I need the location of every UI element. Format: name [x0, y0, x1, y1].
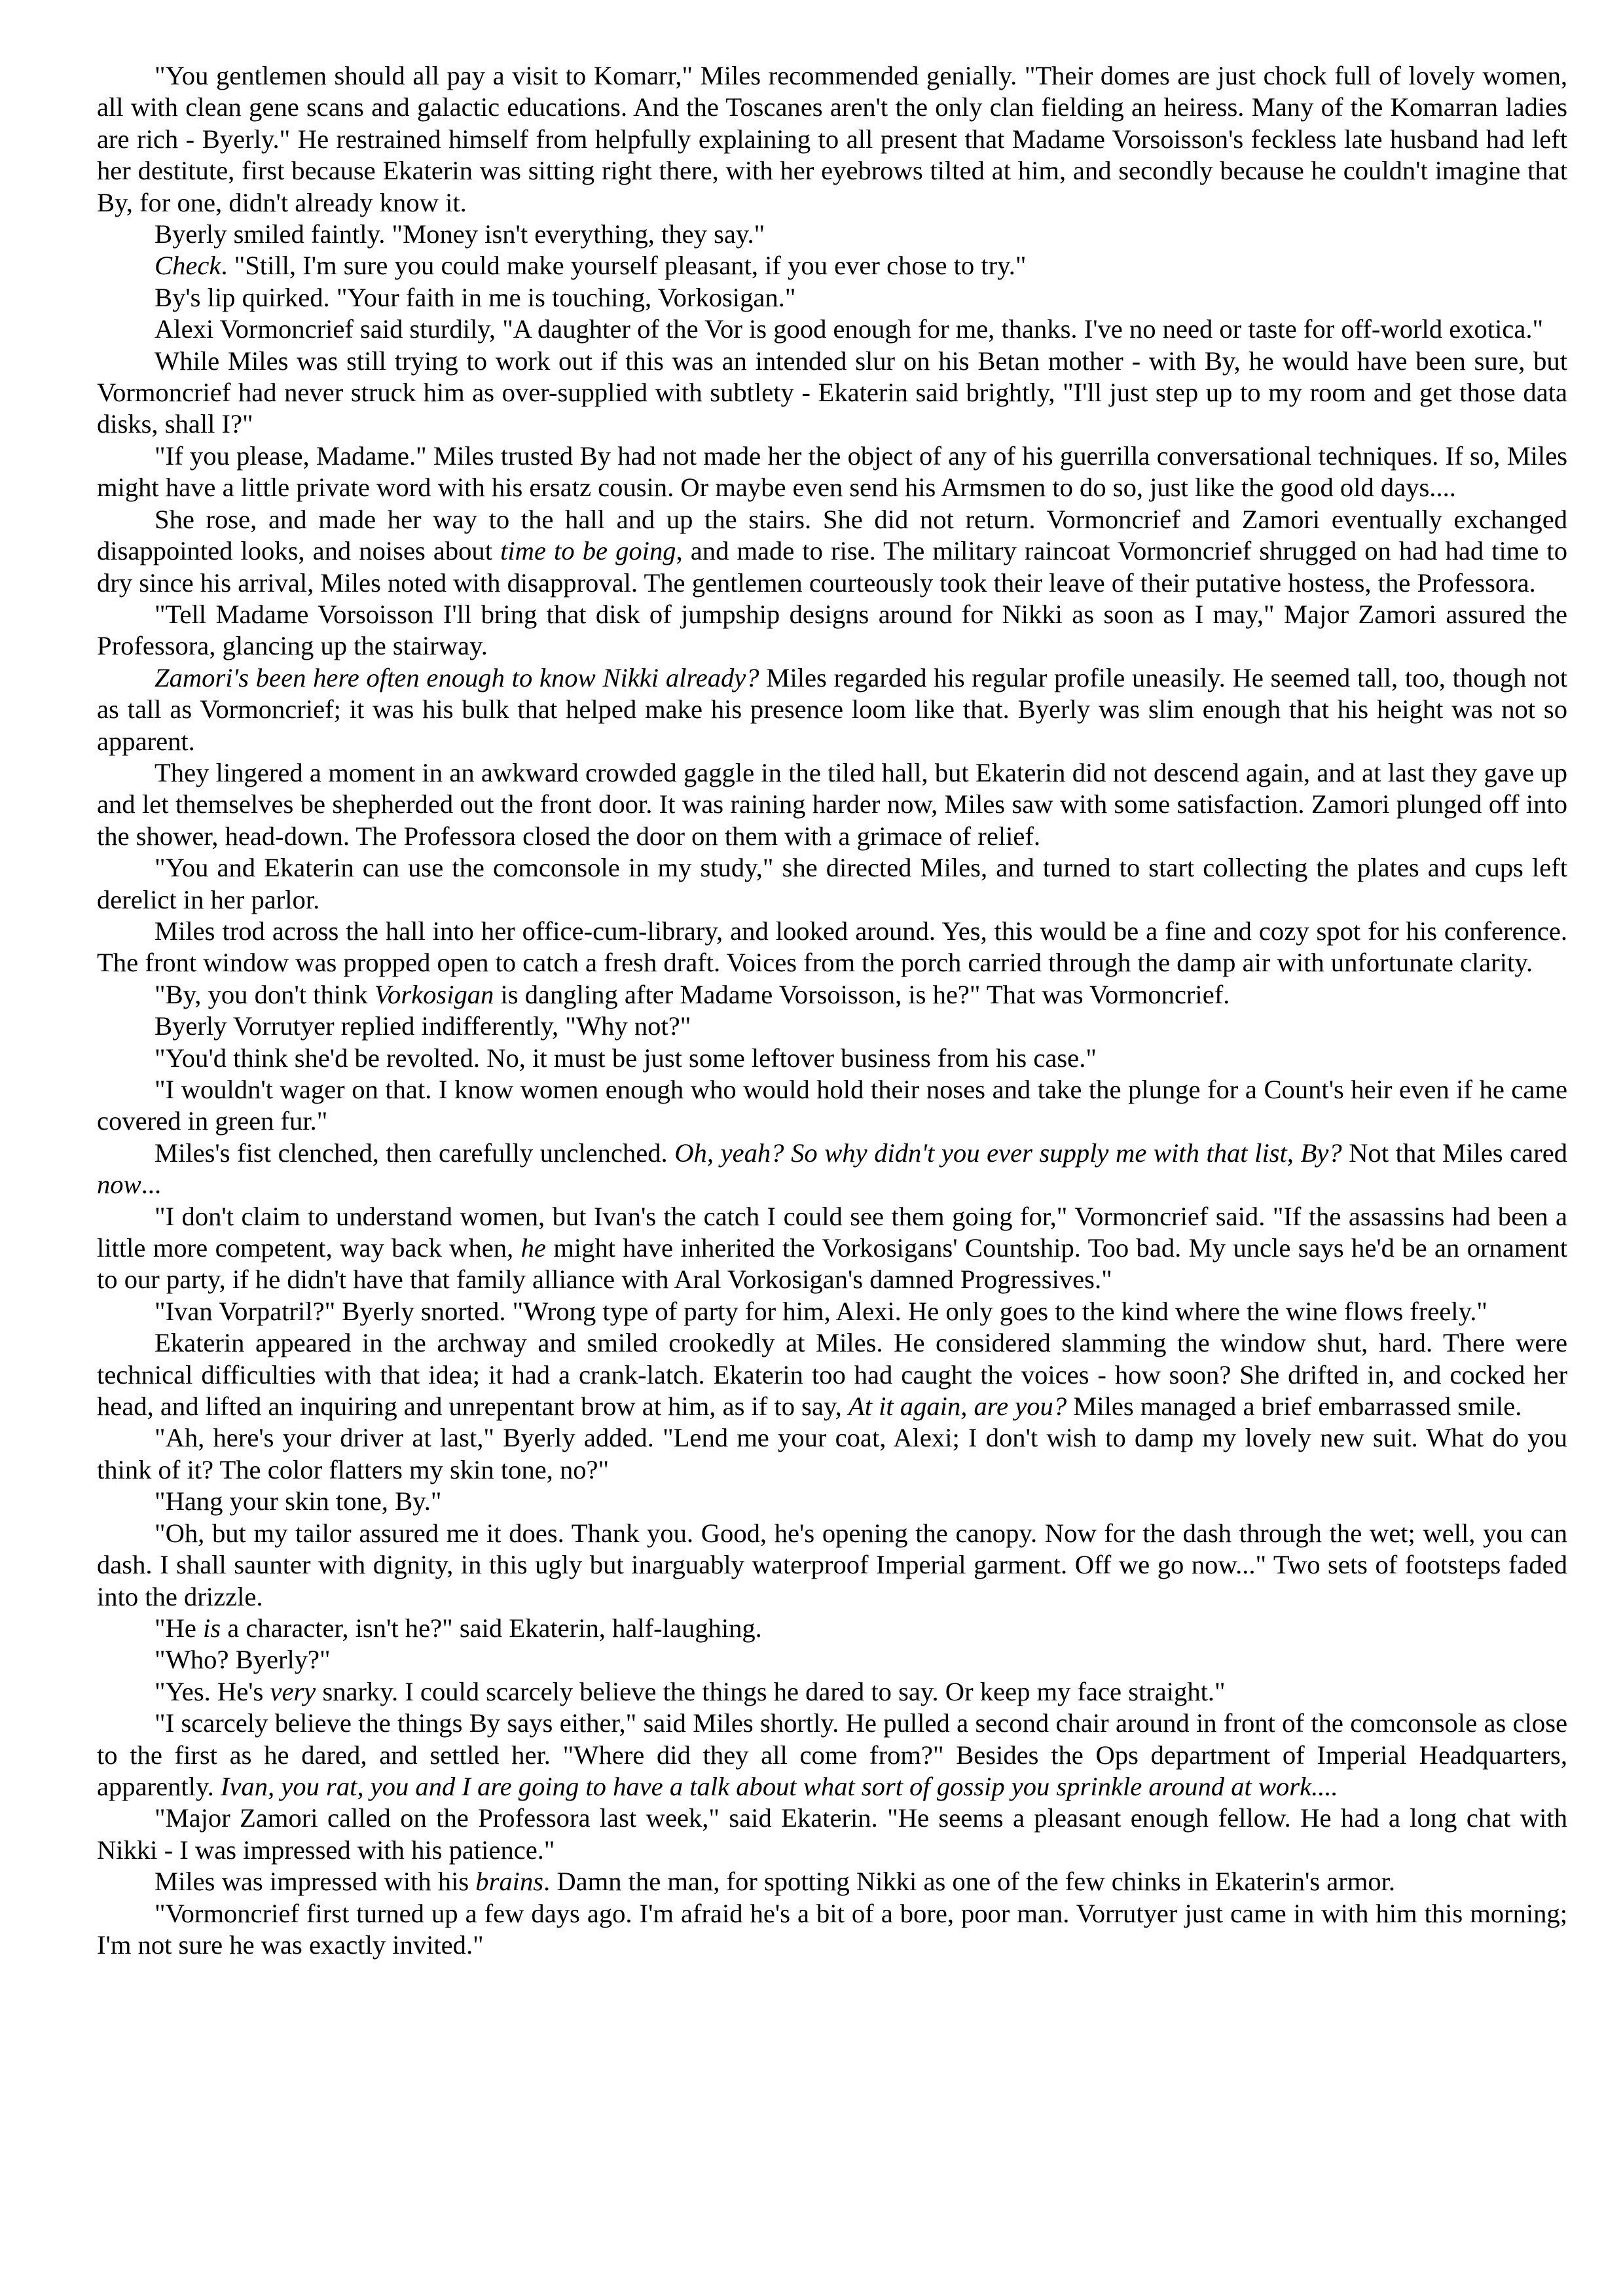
paragraph — [97, 1296, 1567, 1327]
text-run: They lingered a moment in an awkward crowded gaggle in the tiled hall, but Ekaterin did not descend again, and at last they gave up and let themselves be shepherded out the front door. It was raining harder now, Miles saw with some satisfaction. Zamori plunged off into the shower, head-down. The Professora closed the door on them with a grimace of relief. — [97, 757, 1567, 851]
italic-text: brains — [475, 1867, 544, 1897]
paragraph — [97, 757, 1567, 852]
text-run: "By, you don't think — [155, 979, 374, 1009]
text-run: "Who? Byerly?" — [155, 1645, 331, 1675]
paragraph — [97, 1011, 1567, 1042]
paragraph — [97, 60, 1567, 219]
paragraph — [97, 599, 1567, 662]
text-run: Byerly Vorrutyer replied indifferently, "Why not?" — [155, 1011, 691, 1041]
paragraph — [97, 1422, 1567, 1486]
text-run: Miles was impressed with his — [155, 1867, 476, 1897]
paragraph — [97, 1201, 1567, 1296]
text-run: "Major Zamori called on the Professora last week," said Ekaterin. "He seems a pleasant enough fellow. He had a long chat with Nikki - I was impressed with his patience." — [97, 1803, 1567, 1865]
paragraph — [97, 440, 1567, 504]
italic-text: Oh, yeah? So why didn't you ever supply me with that list, By? — [674, 1138, 1342, 1168]
paragraph — [97, 1866, 1567, 1897]
text-run: Miles's fist clenched, then carefully unclenched. — [155, 1138, 675, 1168]
text-run: Alexi Vormoncrief said sturdily, "A daughter of the Vor is good enough for me, thanks. I've no need or taste for off-world exotica." — [155, 314, 1544, 344]
italic-text: now — [97, 1170, 141, 1200]
paragraph — [97, 504, 1567, 599]
text-run: While Miles was still trying to work out if this was an intended slur on his Betan mother - with By, he would have been sure, but Vormoncrief had never struck him as over-supplied with subtlety - Ekaterin said brightly, "I'll just step up to my room and get those data disks, shall I?" — [97, 346, 1567, 439]
paragraph — [97, 1613, 1567, 1644]
paragraph — [97, 1518, 1567, 1613]
text-run: snarky. I could scarcely believe the things he dared to say. Or keep my face straight." — [316, 1676, 1226, 1706]
paragraph — [97, 1327, 1567, 1422]
text-run: Miles trod across the hall into her office-cum-library, and looked around. Yes, this would be a fine and cozy spot for his conference. The front window was propped open to catch a fresh draft. Voices from the porch carried through the damp air with unfortunate clarity. — [97, 916, 1567, 978]
paragraph — [97, 1708, 1567, 1803]
paragraph — [97, 314, 1567, 345]
text-run: "Ah, here's your driver at last," Byerly added. "Lend me your coat, Alexi; I don't wish to damp my lovely new suit. What do you think of it? The color flatters my skin tone, no?" — [97, 1423, 1567, 1484]
text-run: "You gentlemen should all pay a visit to Komarr," Miles recommended genially. "Their domes are just chock full of lovely women, all with clean gene scans and galactic educations. And the Toscanes aren't the only clan fielding an heiress. Many of the Komarran ladies are rich - Byerly." He restrained himself from helpfully explaining to all present that Madame Vorsoisson's feckless late husband had left her destitute, first because Ekaterin was sitting right there, with her eyebrows tilted at him, and secondly because he couldn't imagine that By, for one, didn't already know it. — [97, 61, 1567, 217]
book-page-text — [97, 60, 1567, 1961]
text-run: is dangling after Madame Vorsoisson, is he?" That was Vormoncrief. — [494, 979, 1230, 1009]
paragraph — [97, 1676, 1567, 1708]
paragraph — [97, 1043, 1567, 1074]
paragraph — [97, 250, 1567, 281]
italic-text: time to be going — [500, 536, 676, 566]
text-run: "Ivan Vorpatril?" Byerly snorted. "Wrong type of party for him, Alexi. He only goes to the kind where the wine flows freely." — [155, 1296, 1487, 1326]
text-run: Miles managed a brief embarrassed smile. — [1067, 1391, 1522, 1422]
text-run: "If you please, Madame." Miles trusted By had not made her the object of any of his guerrilla conversational techniques. If so, Miles might have a little private word with his ersatz cousin. Or maybe even send his Armsmen to do so, just like the good old days.... — [97, 440, 1567, 503]
paragraph — [97, 282, 1567, 314]
paragraph — [97, 979, 1567, 1011]
text-run: "You'd think she'd be revolted. No, it must be just some leftover business from his case." — [155, 1043, 1097, 1073]
text-run: By's lip quirked. "Your faith in me is touching, Vorkosigan." — [155, 282, 796, 312]
text-run: . Damn the man, for spotting Nikki as one of the few chinks in Ekaterin's armor. — [543, 1867, 1396, 1897]
text-run: "You and Ekaterin can use the comconsole in my study," she directed Miles, and turned to start collecting the plates and cups left derelict in her parlor. — [97, 853, 1567, 914]
italic-text: very — [270, 1676, 316, 1706]
text-run: Not that Miles cared — [1341, 1138, 1567, 1168]
paragraph — [97, 662, 1567, 757]
text-run: ... — [141, 1170, 162, 1200]
text-run: , and made to rise. The military raincoat Vormoncrief shrugged on had had time to dry since his arrival, Miles noted with disapproval. The gentlemen courteously took their leave of their putative hostess, the Professora. — [97, 536, 1567, 598]
paragraph — [97, 852, 1567, 916]
italic-text: Ivan, you rat, you and I are going to have a talk about what sort of gossip you sprinkle around at work.... — [220, 1771, 1338, 1801]
paragraph — [97, 1644, 1567, 1676]
text-run: . "Still, I'm sure you could make yourself pleasant, if you ever chose to try." — [221, 251, 1027, 281]
italic-text: At it again, are you? — [848, 1391, 1067, 1422]
italic-text: is — [203, 1613, 221, 1643]
text-run: "I don't claim to understand women, but Ivan's the catch I could see them going for," Vormoncrief said. "If the assassins had been a little more competent, way back when, — [97, 1201, 1567, 1263]
paragraph — [97, 219, 1567, 250]
italic-text: Zamori's been here often enough to know Nikki already? — [155, 662, 759, 692]
text-run: "I wouldn't wager on that. I know women enough who would hold their noses and take the plunge for a Count's heir even if he came covered in green fur." — [97, 1075, 1567, 1136]
italic-text: Vorkosigan — [374, 979, 494, 1009]
paragraph — [97, 346, 1567, 440]
text-run: She rose, and made her way to the hall and up the stairs. She did not return. Vormoncrief and Zamori eventually exchanged disappointed looks, and noises about — [97, 504, 1567, 566]
text-run: "Tell Madame Vorsoisson I'll bring that disk of jumpship designs around for Nikki as soon as I may," Major Zamori assured the Professora, glancing up the stairway. — [97, 599, 1567, 661]
text-run: might have inherited the Vorkosigans' Countship. Too bad. My uncle says he'd be an ornament to our party, if he didn't have that family alliance with Aral Vorkosigan's damned Progressives." — [97, 1233, 1567, 1295]
text-run: "Hang your skin tone, By." — [155, 1486, 442, 1516]
text-run: Byerly smiled faintly. "Money isn't everything, they say." — [155, 219, 765, 249]
text-run: Ekaterin appeared in the archway and smiled crookedly at Miles. He considered slamming the window shut, hard. There were technical difficulties with that idea; it had a crank-latch. Ekaterin too had caught the voices - how soon? She drifted in, and cocked her head, and lifted an inquiring and unrepentant brow at him, as if to say, — [97, 1328, 1567, 1422]
text-run: Miles regarded his regular profile uneasily. He seemed tall, too, though not as tall as Vormoncrief; it was his bulk that helped make his presence loom like that. Byerly was slim enough that his height was not so apparent. — [97, 662, 1568, 756]
italic-text: Check — [155, 251, 221, 281]
paragraph — [97, 1138, 1567, 1201]
text-run: a character, isn't he?" said Ekaterin, half-laughing. — [221, 1613, 762, 1643]
text-run: "Yes. He's — [155, 1676, 270, 1706]
paragraph — [97, 1803, 1567, 1866]
text-run: "Oh, but my tailor assured me it does. Thank you. Good, he's opening the canopy. Now for the dash through the wet; well, you can dash. I shall saunter with dignity, in this ugly but inarguably waterproof Imperial garment. Off we go now..." Two sets of footsteps faded into the drizzle. — [97, 1518, 1567, 1611]
paragraph — [97, 1074, 1567, 1138]
paragraph — [97, 1898, 1567, 1962]
text-run: "I scarcely believe the things By says either," said Miles shortly. He pulled a second chair around in front of the comconsole as close to the first as he dared, and settled her. "Where did they all come from?" Besides the Ops department of Imperial Headquarters, apparently. — [97, 1708, 1567, 1801]
italic-text: he — [520, 1233, 546, 1263]
paragraph — [97, 916, 1567, 979]
text-run: "Vormoncrief first turned up a few days ago. I'm afraid he's a bit of a bore, poor man. Vorrutyer just came in with him this morning; I'm not sure he was exactly invited." — [97, 1898, 1567, 1960]
paragraph — [97, 1486, 1567, 1517]
text-run: "He — [155, 1613, 204, 1643]
